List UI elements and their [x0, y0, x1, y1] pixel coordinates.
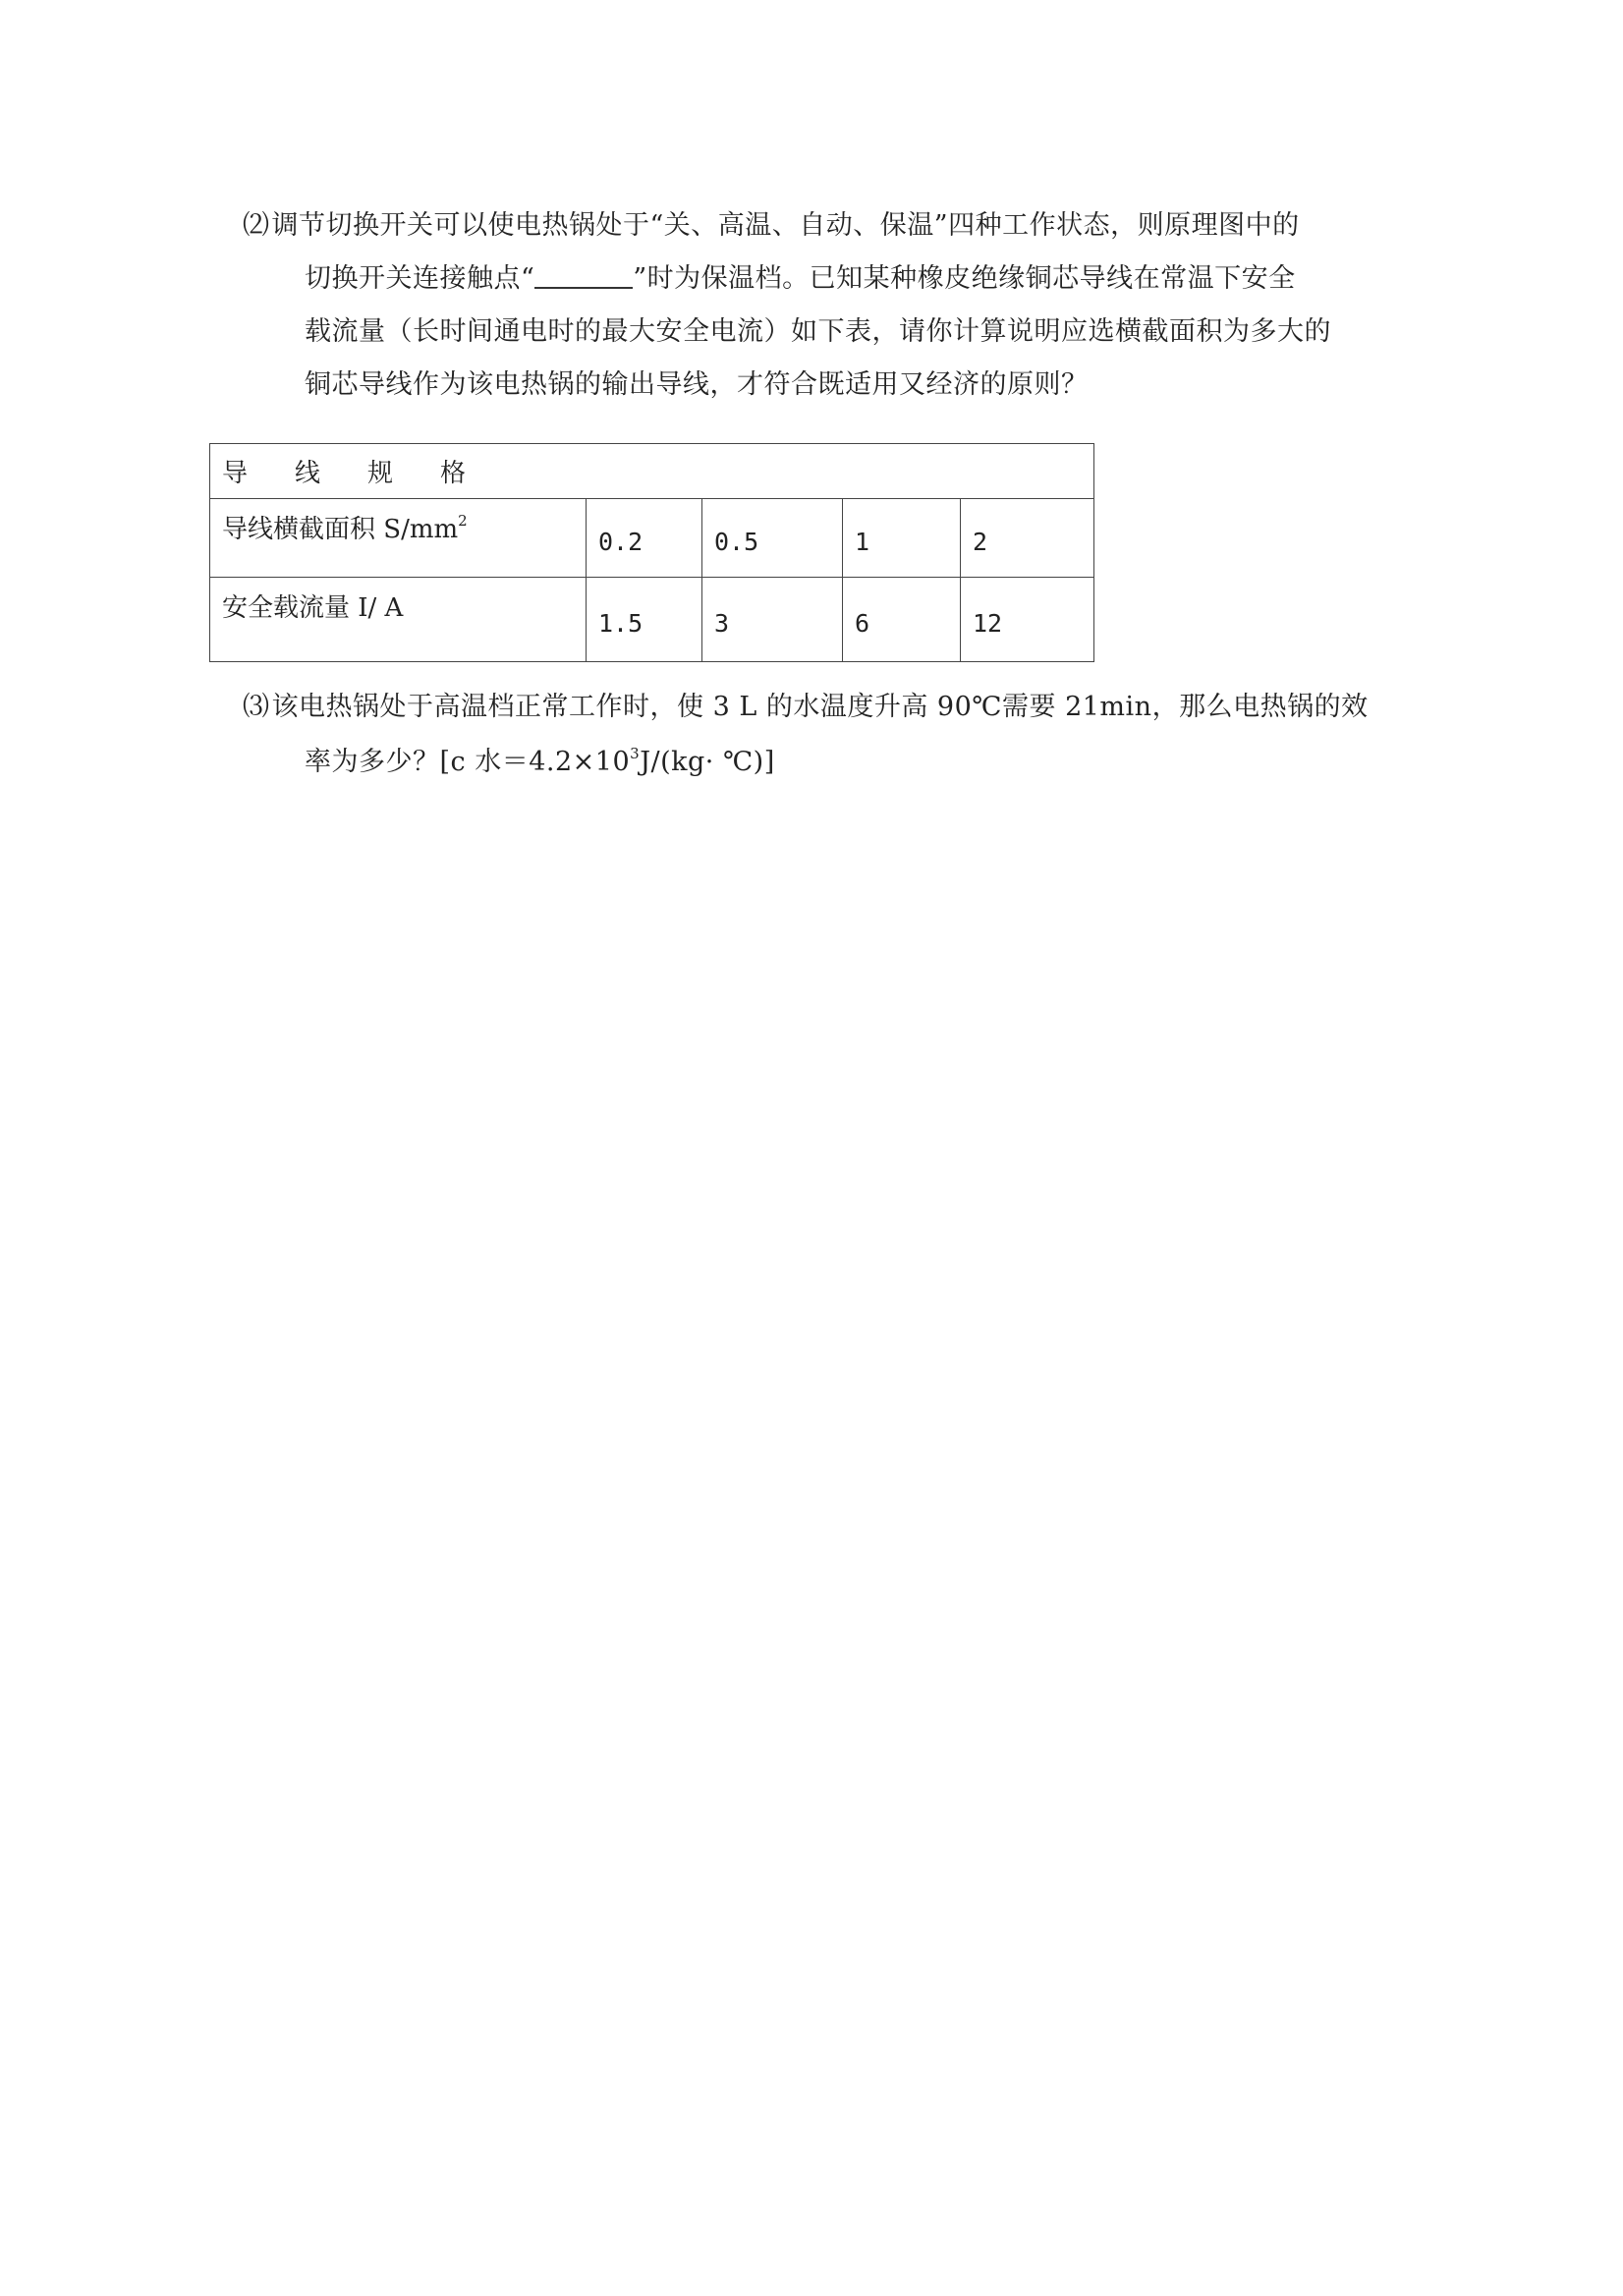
q3-number: ⑶ — [243, 692, 270, 722]
table-cell: 6 — [843, 578, 961, 662]
q2-line-2 — [305, 259, 1296, 299]
q2-text-3: 载流量（长时间通电时的最大安全电流）如下表，请你计算说明应选横截面积为多大的 — [305, 316, 1331, 347]
superscript: 3 — [630, 745, 641, 762]
table-cell: 0.5 — [702, 499, 843, 578]
q3-text-1: 该电热锅处于高温档正常工作时，使 3 L 的水温度升高 90℃需要 21min，那么电热锅的效 — [271, 692, 1369, 722]
q2-line-3 — [305, 312, 1331, 352]
q2-number: ⑵ — [243, 210, 270, 241]
table-header-row — [210, 444, 1094, 499]
table-header: 导线规格 — [210, 444, 1094, 499]
q3-line-2 — [305, 743, 775, 782]
table-row — [210, 499, 1094, 578]
table-cell: 3 — [702, 578, 843, 662]
q2-line-1 — [243, 206, 1300, 246]
table-cell: 2 — [961, 499, 1094, 578]
table-cell: 12 — [961, 578, 1094, 662]
row-label-current: 安全载流量 I/ A — [210, 578, 587, 662]
table-cell: 0.2 — [587, 499, 702, 578]
q3-text-2a: 率为多少？[c 水＝4.2×10 — [305, 747, 631, 777]
answer-blank[interactable] — [534, 261, 633, 289]
wire-spec-table — [209, 443, 1094, 662]
q2-text-4: 铜芯导线作为该电热锅的输出导线，才符合既适用又经济的原则？ — [305, 369, 1089, 400]
table-row — [210, 578, 1094, 662]
row-label-cross-section — [210, 499, 587, 578]
q3-line-1 — [243, 688, 1369, 727]
row-label-text: 导线横截面积 S/mm — [222, 515, 459, 544]
q3-text-2b: J/(kg· ℃)] — [640, 747, 775, 777]
q2-line-4 — [305, 365, 1089, 405]
table-cell: 1 — [843, 499, 961, 578]
q2-text-2b: ”时为保温档。已知某种橡皮绝缘铜芯导线在常温下安全 — [633, 263, 1296, 294]
q2-text-1: 调节切换开关可以使电热锅处于“关、高温、自动、保温”四种工作状态，则原理图中的 — [271, 210, 1300, 241]
table-cell: 1.5 — [587, 578, 702, 662]
q2-text-2a: 切换开关连接触点“ — [305, 263, 535, 294]
superscript: 2 — [458, 512, 468, 530]
